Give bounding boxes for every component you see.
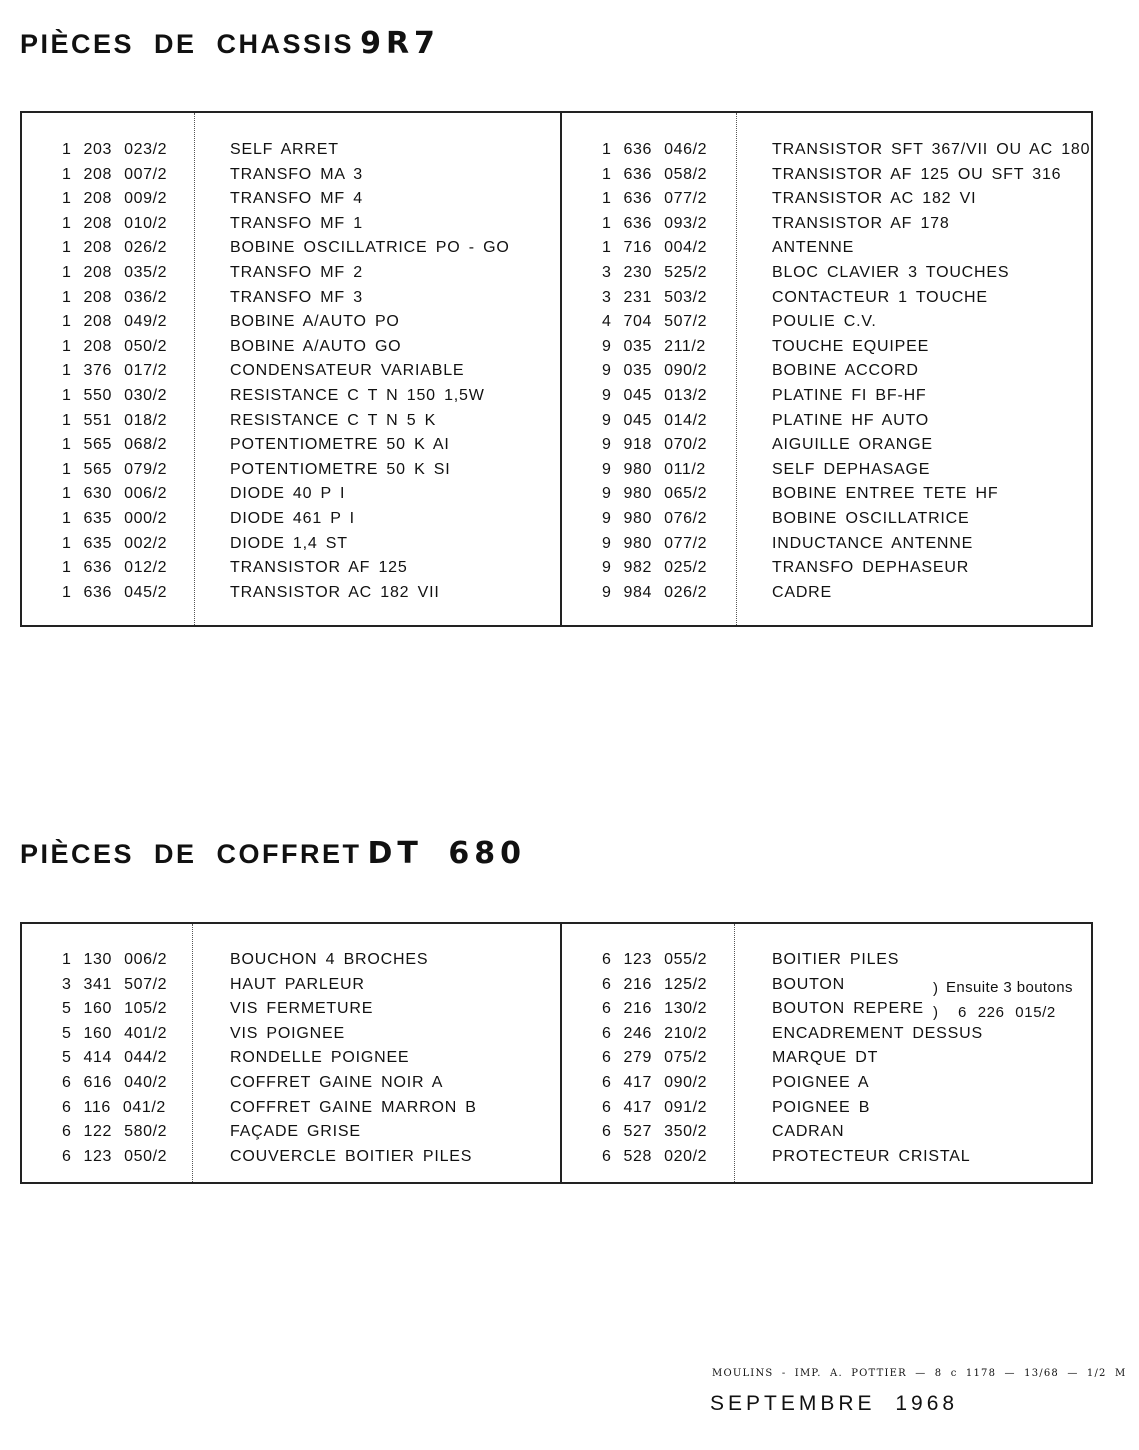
part-description: BOUTON REPERE <box>772 1000 924 1018</box>
column-divider <box>734 924 736 1182</box>
part-number: 1 551 018/2 <box>62 411 168 429</box>
part-number: 1 635 002/2 <box>62 534 168 552</box>
part-description: ANTENNE <box>772 239 855 257</box>
part-number: 6 216 125/2 <box>602 975 708 993</box>
note-brace-bottom: ) <box>933 1004 938 1021</box>
part-description: BOBINE ENTREE TETE HF <box>772 485 999 503</box>
note-brace-top: ) <box>933 980 938 997</box>
part-description: CADRAN <box>772 1123 845 1141</box>
part-description: TRANSISTOR AC 182 VII <box>230 583 440 601</box>
part-description: RONDELLE POIGNEE <box>230 1049 410 1067</box>
part-description: HAUT PARLEUR <box>230 975 365 993</box>
part-number: 1 636 093/2 <box>602 214 708 232</box>
part-description: TRANSFO MF 1 <box>230 214 363 232</box>
part-description: TOUCHE EQUIPEE <box>772 337 930 355</box>
part-number: 6 216 130/2 <box>602 1000 708 1018</box>
chassis-parts-table <box>20 111 1093 627</box>
part-description: BOUCHON 4 BROCHES <box>230 951 429 968</box>
part-description: CADRE <box>772 583 833 601</box>
part-number: 6 122 580/2 <box>62 1123 168 1141</box>
part-description: FAÇADE GRISE <box>230 1123 361 1141</box>
part-description: CONTACTEUR 1 TOUCHE <box>772 288 988 306</box>
column-divider <box>194 113 196 625</box>
part-number: 1 636 046/2 <box>602 141 708 158</box>
part-description: DIODE 1,4 ST <box>230 534 348 552</box>
part-number: 1 208 050/2 <box>62 337 168 355</box>
coffret-title-text: PIÈCES DE COFFRET <box>20 839 362 869</box>
part-description: POIGNEE A <box>772 1073 870 1091</box>
chassis-model: 9R7 <box>360 26 440 61</box>
part-number: 6 246 210/2 <box>602 1024 708 1042</box>
part-number: 6 527 350/2 <box>602 1123 708 1141</box>
part-number: 1 565 068/2 <box>62 436 168 454</box>
part-number: 1 208 036/2 <box>62 288 168 306</box>
bouton-note-line1: Ensuite 3 boutons <box>946 979 1073 996</box>
part-description: RESISTANCE C T N 5 K <box>230 411 437 429</box>
chassis-title <box>20 26 440 61</box>
part-description: TRANSISTOR AC 182 VI <box>772 190 977 208</box>
part-description: TRANSFO MF 2 <box>230 263 363 281</box>
part-description: BOBINE ACCORD <box>772 362 919 380</box>
part-description: BOUTON <box>772 975 845 993</box>
part-description: TRANSFO MF 3 <box>230 288 363 306</box>
part-number: 1 203 023/2 <box>62 141 168 158</box>
publication-date: SEPTEMBRE 1968 <box>710 1392 959 1415</box>
chassis-title-text: PIÈCES DE CHASSIS <box>20 29 355 59</box>
part-description: TRANSISTOR AF 125 OU SFT 316 <box>772 165 1062 183</box>
part-number: 9 984 026/2 <box>602 583 708 601</box>
part-description: ENCADREMENT DESSUS <box>772 1024 983 1042</box>
part-number: 1 636 058/2 <box>602 165 708 183</box>
part-number: 9 035 090/2 <box>602 362 708 380</box>
part-description: CONDENSATEUR VARIABLE <box>230 362 465 380</box>
part-description: PLATINE FI BF-HF <box>772 386 927 404</box>
part-description: BOBINE OSCILLATRICE PO - GO <box>230 239 510 257</box>
center-divider <box>560 113 562 625</box>
part-description: DIODE 40 P I <box>230 485 346 503</box>
center-divider <box>560 924 562 1182</box>
part-number: 6 417 090/2 <box>602 1073 708 1091</box>
part-number: 1 550 030/2 <box>62 386 168 404</box>
part-number: 3 341 507/2 <box>62 975 168 993</box>
part-description: BOBINE A/AUTO GO <box>230 337 402 355</box>
part-number: 3 230 525/2 <box>602 263 708 281</box>
part-description: TRANSISTOR AF 125 <box>230 559 408 577</box>
part-description: RESISTANCE C T N 150 1,5W <box>230 386 485 404</box>
part-description: VIS POIGNEE <box>230 1024 345 1042</box>
part-number: 9 980 076/2 <box>602 509 708 527</box>
part-number: 9 035 211/2 <box>602 337 706 355</box>
part-number: 9 980 011/2 <box>602 460 706 478</box>
part-description: MARQUE DT <box>772 1049 879 1067</box>
part-description: PROTECTEUR CRISTAL <box>772 1147 971 1165</box>
part-description: POTENTIOMETRE 50 K AI <box>230 436 450 454</box>
part-number: 9 980 077/2 <box>602 534 708 552</box>
part-number: 1 636 045/2 <box>62 583 168 601</box>
part-number: 6 616 040/2 <box>62 1073 168 1091</box>
part-number: 1 208 010/2 <box>62 214 168 232</box>
part-number: 1 630 006/2 <box>62 485 168 503</box>
column-divider <box>736 113 738 625</box>
part-number: 1 208 049/2 <box>62 313 168 331</box>
part-number: 1 208 009/2 <box>62 190 168 208</box>
part-description: BLOC CLAVIER 3 TOUCHES <box>772 263 1010 281</box>
part-number: 1 636 012/2 <box>62 559 168 577</box>
part-description: SELF ARRET <box>230 141 339 158</box>
column-divider <box>192 924 194 1182</box>
part-number: 1 565 079/2 <box>62 460 168 478</box>
part-description: TRANSFO DEPHASEUR <box>772 559 970 577</box>
part-number: 1 636 077/2 <box>602 190 708 208</box>
part-number: 9 045 013/2 <box>602 386 708 404</box>
part-description: BOBINE A/AUTO PO <box>230 313 400 331</box>
part-description: TRANSISTOR SFT 367/VII OU AC 180 <box>772 141 1091 158</box>
part-description: COFFRET GAINE NOIR A <box>230 1073 444 1091</box>
part-number: 9 918 070/2 <box>602 436 708 454</box>
part-description: BOBINE OSCILLATRICE <box>772 509 970 527</box>
part-number: 9 980 065/2 <box>602 485 708 503</box>
part-number: 6 279 075/2 <box>602 1049 708 1067</box>
part-description: POTENTIOMETRE 50 K SI <box>230 460 451 478</box>
part-number: 6 116 041/2 <box>62 1098 166 1116</box>
part-number: 5 160 401/2 <box>62 1024 168 1042</box>
part-description: COFFRET GAINE MARRON B <box>230 1098 477 1116</box>
part-description: BOITIER PILES <box>772 951 900 968</box>
part-number: 3 231 503/2 <box>602 288 708 306</box>
part-number: 5 414 044/2 <box>62 1049 168 1067</box>
part-description: SELF DEPHASAGE <box>772 460 931 478</box>
coffret-model: DT 680 <box>367 836 526 871</box>
part-number: 9 982 025/2 <box>602 559 708 577</box>
part-description: TRANSISTOR AF 178 <box>772 214 950 232</box>
part-description: POULIE C.V. <box>772 313 877 331</box>
part-number: 1 208 007/2 <box>62 165 168 183</box>
part-description: INDUCTANCE ANTENNE <box>772 534 974 552</box>
part-number: 9 045 014/2 <box>602 411 708 429</box>
bouton-note-line2: 6 226 015/2 <box>958 1004 1056 1021</box>
part-number: 1 635 000/2 <box>62 509 168 527</box>
part-number: 4 704 507/2 <box>602 313 708 331</box>
part-description: TRANSFO MA 3 <box>230 165 363 183</box>
part-description: COUVERCLE BOITIER PILES <box>230 1147 473 1165</box>
part-number: 1 130 006/2 <box>62 951 168 968</box>
coffret-parts-table <box>20 922 1093 1184</box>
part-number: 6 123 055/2 <box>602 951 708 968</box>
part-number: 1 208 035/2 <box>62 263 168 281</box>
part-number: 6 123 050/2 <box>62 1147 168 1165</box>
part-number: 1 716 004/2 <box>602 239 708 257</box>
coffret-title <box>20 836 526 871</box>
part-number: 5 160 105/2 <box>62 1000 168 1018</box>
part-description: VIS FERMETURE <box>230 1000 374 1018</box>
part-description: AIGUILLE ORANGE <box>772 436 933 454</box>
part-number: 6 417 091/2 <box>602 1098 708 1116</box>
part-number: 1 208 026/2 <box>62 239 168 257</box>
part-number: 6 528 020/2 <box>602 1147 708 1165</box>
part-description: POIGNEE B <box>772 1098 871 1116</box>
part-description: TRANSFO MF 4 <box>230 190 363 208</box>
printer-imprint: MOULINS - IMP. A. POTTIER — 8 c 1178 — 13/68 — 1/2 M <box>712 1368 1127 1379</box>
part-number: 1 376 017/2 <box>62 362 168 380</box>
part-description: PLATINE HF AUTO <box>772 411 929 429</box>
part-description: DIODE 461 P I <box>230 509 355 527</box>
